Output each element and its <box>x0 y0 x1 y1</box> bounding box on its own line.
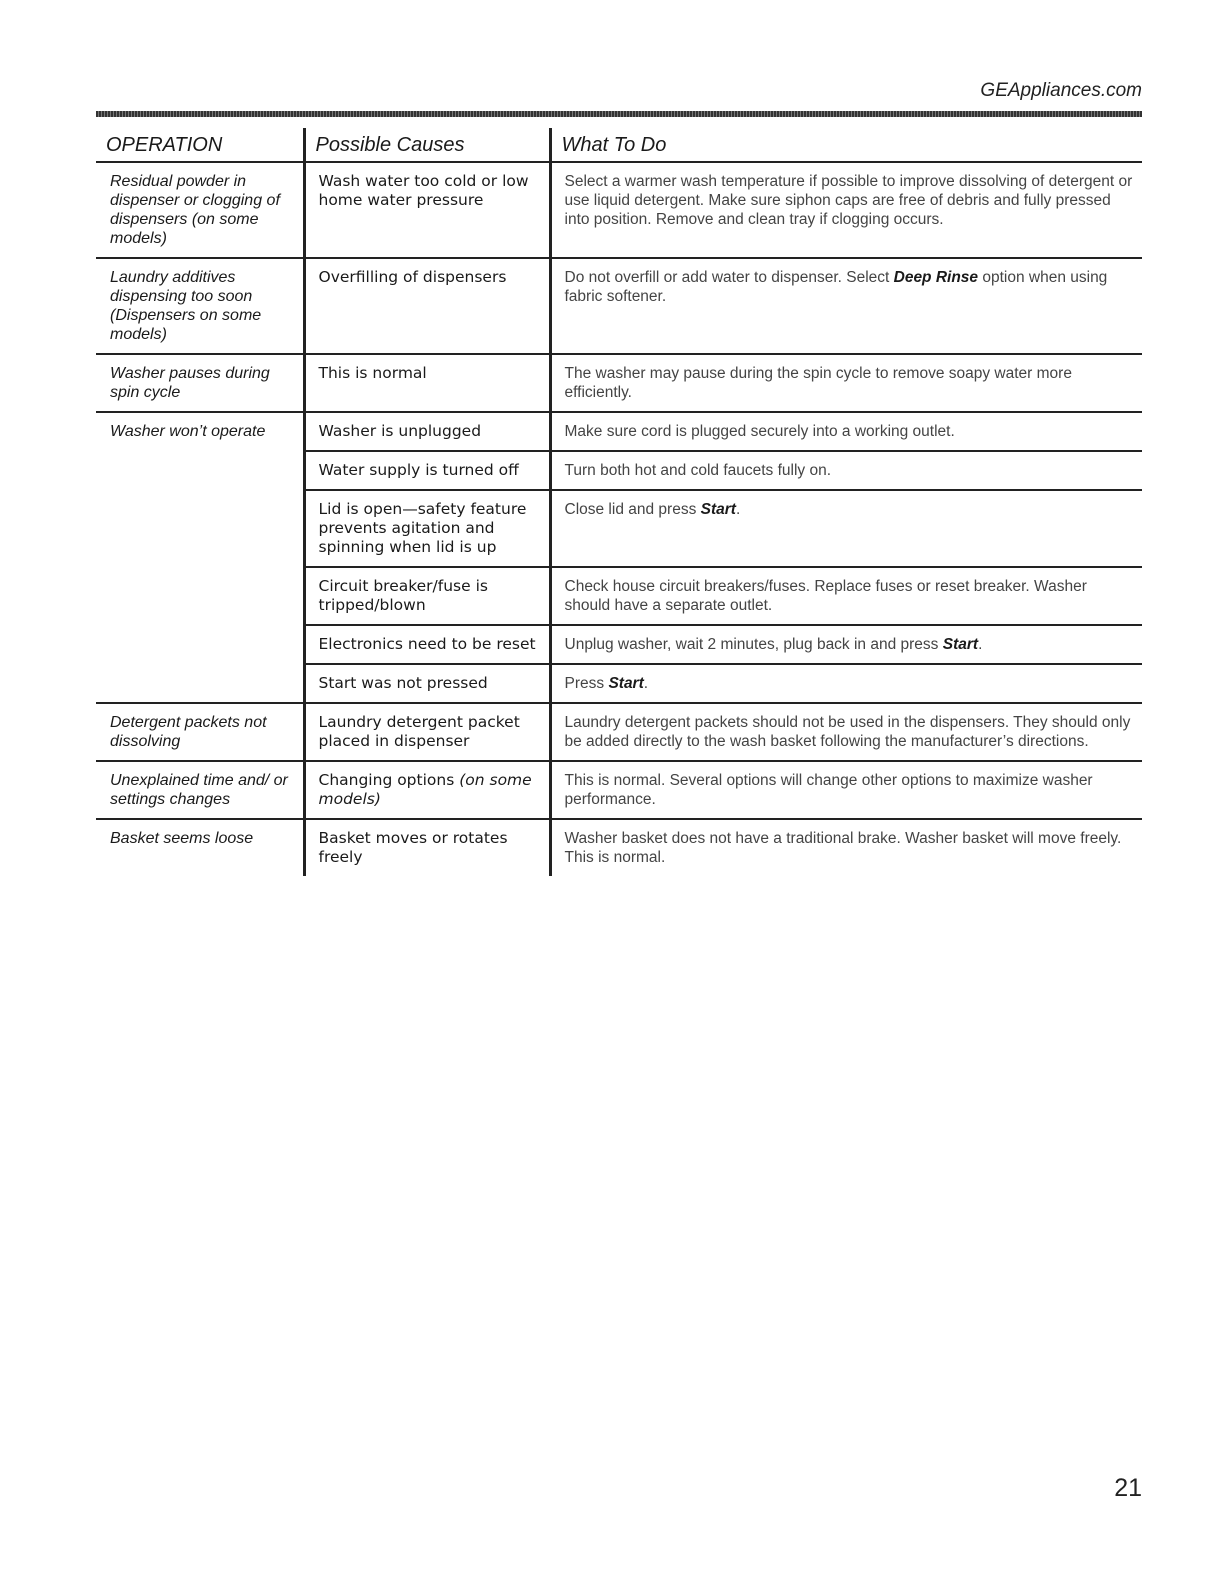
table-row <box>96 354 1142 412</box>
todo-cell: Make sure cord is plugged securely into a working outlet. <box>550 412 1142 451</box>
start-button-ref: Start <box>700 501 736 518</box>
todo-text: . <box>735 501 741 518</box>
table-row <box>96 258 1142 354</box>
todo-cell: Select a warmer wash temperature if possible to improve dissolving of detergent or use liquid detergent. Make sure siphon caps are free of debris and fully pressed into position. Remove and clean tray if clogging occurs. <box>550 162 1142 258</box>
cause-cell: Electronics need to be reset <box>304 625 550 664</box>
table-row <box>96 703 1142 761</box>
table-row <box>96 761 1142 819</box>
operation-cell: Detergent packets not dissolving <box>96 703 304 761</box>
todo-text: Press <box>564 675 609 692</box>
cause-cell: Overfilling of dispensers <box>304 258 550 354</box>
cause-cell: Lid is open—safety feature prevents agitation and spinning when lid is up <box>304 490 550 567</box>
todo-cell <box>550 625 1142 664</box>
cause-cell: Start was not pressed <box>304 664 550 703</box>
todo-cell: The washer may pause during the spin cycle to remove soapy water more efficiently. <box>550 354 1142 412</box>
todo-cell: Laundry detergent packets should not be used in the dispensers. They should only be added directly to the wash basket following the manufacturer’s directions. <box>550 703 1142 761</box>
todo-text: . <box>643 675 649 692</box>
table-row <box>96 412 1142 451</box>
troubleshooting-table <box>96 128 1142 876</box>
deep-rinse-option: Deep Rinse <box>893 269 979 286</box>
cause-cell: Wash water too cold or low home water pressure <box>304 162 550 258</box>
operation-cell: Unexplained time and/ or settings changes <box>96 761 304 819</box>
start-button-ref: Start <box>608 675 644 692</box>
header-what-to-do: What To Do <box>550 128 1142 162</box>
todo-cell: Check house circuit breakers/fuses. Replace fuses or reset breaker. Washer should have a separate outlet. <box>550 567 1142 625</box>
operation-cell: Residual powder in dispenser or clogging of dispensers (on some models) <box>96 162 304 258</box>
operation-cell: Laundry additives dispensing too soon (Dispensers on some models) <box>96 258 304 354</box>
table-row <box>96 819 1142 876</box>
header-possible-causes: Possible Causes <box>304 128 550 162</box>
cause-cell <box>304 761 550 819</box>
todo-text: option when using fabric softener. <box>564 269 1108 305</box>
cause-cell: Water supply is turned off <box>304 451 550 490</box>
todo-cell <box>550 490 1142 567</box>
cause-cell: Basket moves or rotates freely <box>304 819 550 876</box>
page-number: 21 <box>1114 1474 1142 1502</box>
todo-text: Unplug washer, wait 2 minutes, plug back in and press <box>564 636 943 653</box>
todo-text: Close lid and press <box>564 501 701 518</box>
start-button-ref: Start <box>942 636 979 653</box>
todo-cell <box>550 258 1142 354</box>
cause-cell: Laundry detergent packet placed in dispenser <box>304 703 550 761</box>
todo-cell <box>550 664 1142 703</box>
cause-note: (on some models) <box>318 771 532 808</box>
operation-cell: Basket seems loose <box>110 830 254 847</box>
site-url: GEAppliances.com <box>980 80 1142 101</box>
todo-text: . <box>978 636 983 653</box>
header-rule <box>96 111 1142 117</box>
cause-cell: This is normal <box>304 354 550 412</box>
cause-cell: Circuit breaker/fuse is tripped/blown <box>304 567 550 625</box>
operation-cell: Washer won’t operate <box>96 412 304 703</box>
todo-cell: Turn both hot and cold faucets fully on. <box>550 451 1142 490</box>
header-operation: OPERATION <box>96 128 304 162</box>
cause-cell: Washer is unplugged <box>304 412 550 451</box>
todo-cell: Washer basket does not have a traditional brake. Washer basket will move freely. This is normal. <box>550 819 1142 876</box>
todo-text: Do not overfill or add water to dispenser. Select <box>564 269 894 286</box>
operation-cell: Washer pauses during spin cycle <box>96 354 304 412</box>
table-row <box>96 162 1142 258</box>
cause-text: Changing options <box>318 771 460 789</box>
todo-cell: This is normal. Several options will change other options to maximize washer performance. <box>550 761 1142 819</box>
